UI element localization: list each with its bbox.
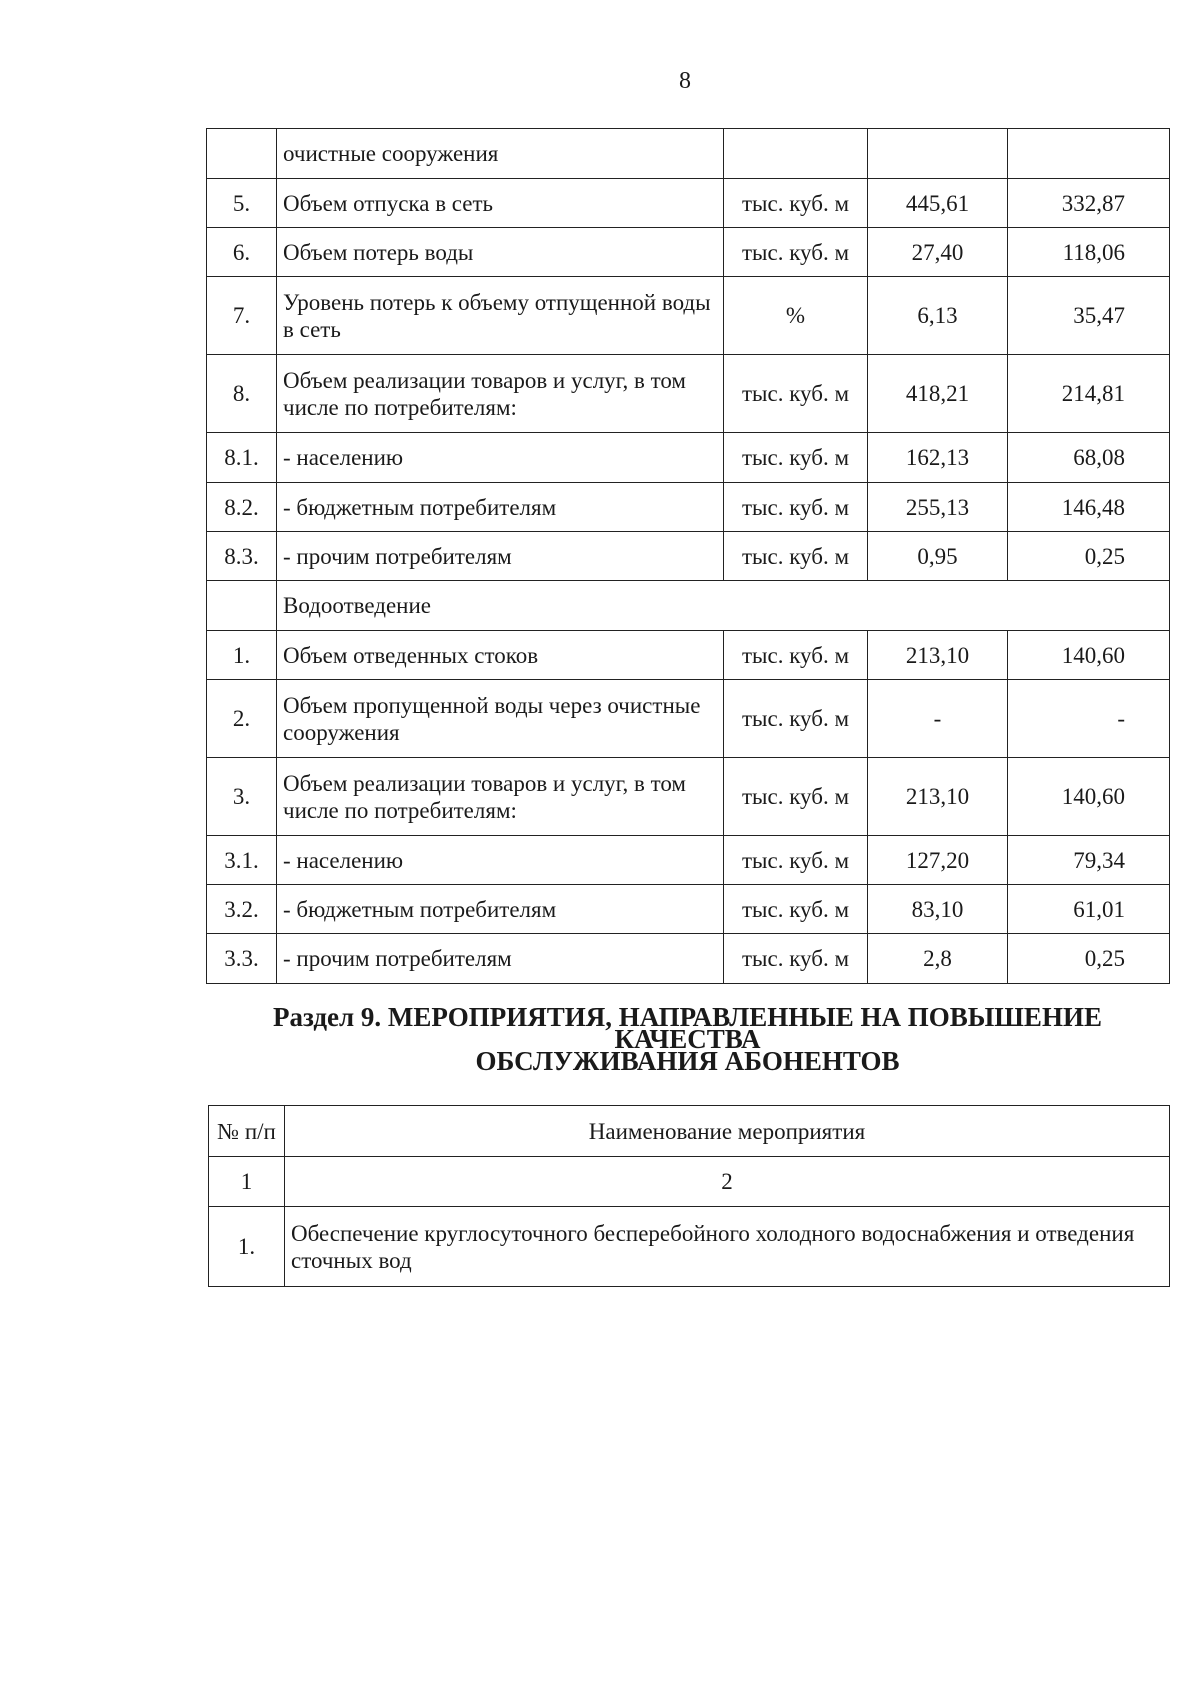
row-number: 1. <box>209 1207 285 1287</box>
row-value-1: 255,13 <box>868 483 1008 532</box>
row-value-1: 445,61 <box>868 179 1008 228</box>
row-name: Объем потерь воды <box>277 228 724 277</box>
row-value-1: 6,13 <box>868 277 1008 355</box>
row-name: Объем пропущенной воды через очистные сооружения <box>277 680 724 758</box>
row-unit: тыс. куб. м <box>724 532 868 581</box>
row-name: - прочим потребителям <box>277 934 724 984</box>
row-name: очистные сооружения <box>277 129 724 179</box>
row-value-2: 118,06 <box>1008 228 1170 277</box>
row-value-1: 27,40 <box>868 228 1008 277</box>
row-value-2: 146,48 <box>1008 483 1170 532</box>
row-unit: тыс. куб. м <box>724 355 868 433</box>
row-name: Уровень потерь к объему отпущенной воды в сеть <box>277 277 724 355</box>
section-row-number <box>207 581 277 631</box>
row-number: 6. <box>207 228 277 277</box>
table-row <box>207 758 1170 836</box>
section-9-title-line-3: ОБСЛУЖИВАНИЯ АБОНЕНТОВ <box>475 1046 900 1076</box>
row-unit: тыс. куб. м <box>724 179 868 228</box>
section-9-title <box>206 1002 1169 1076</box>
measures-table <box>208 1105 1170 1287</box>
row-name: - бюджетным потребителям <box>277 885 724 934</box>
row-name: - населению <box>277 836 724 885</box>
table-row <box>209 1207 1170 1287</box>
row-name: - бюджетным потребителям <box>277 483 724 532</box>
row-value-1: 0,95 <box>868 532 1008 581</box>
table-header-row <box>209 1106 1170 1157</box>
row-value-2: 68,08 <box>1008 433 1170 483</box>
table-row <box>207 885 1170 934</box>
row-number: 8.1. <box>207 433 277 483</box>
row-name: Объем отведенных стоков <box>277 631 724 680</box>
row-unit <box>724 129 868 179</box>
row-unit: тыс. куб. м <box>724 885 868 934</box>
column-number-row <box>209 1157 1170 1207</box>
table-row <box>207 355 1170 433</box>
row-value-2: 140,60 <box>1008 758 1170 836</box>
row-number: 1. <box>207 631 277 680</box>
row-value-1: 2,8 <box>868 934 1008 984</box>
row-value-1: 127,20 <box>868 836 1008 885</box>
row-value-1: 162,13 <box>868 433 1008 483</box>
row-value-2: 0,25 <box>1008 532 1170 581</box>
row-number: 8.3. <box>207 532 277 581</box>
row-number: 3.2. <box>207 885 277 934</box>
row-name: Обеспечение круглосуточного бесперебойного холодного водоснабжения и отведения сточных вод <box>285 1207 1170 1287</box>
row-value-2: 214,81 <box>1008 355 1170 433</box>
section-row <box>207 581 1170 631</box>
row-value-1: 213,10 <box>868 758 1008 836</box>
row-value-2: 0,25 <box>1008 934 1170 984</box>
table-row <box>207 433 1170 483</box>
row-name: - населению <box>277 433 724 483</box>
row-value-1 <box>868 129 1008 179</box>
row-value-1: - <box>868 680 1008 758</box>
row-unit: тыс. куб. м <box>724 836 868 885</box>
row-number: 8.2. <box>207 483 277 532</box>
row-number: 2. <box>207 680 277 758</box>
row-name: Объем реализации товаров и услуг, в том числе по потребителям: <box>277 355 724 433</box>
table-row <box>207 532 1170 581</box>
row-name: Объем отпуска в сеть <box>277 179 724 228</box>
row-number: 5. <box>207 179 277 228</box>
row-unit: тыс. куб. м <box>724 631 868 680</box>
column-number-2: 2 <box>285 1157 1170 1207</box>
section-9-title-line-1: Раздел 9. МЕРОПРИЯТИЯ, НАПРАВЛЕННЫЕ НА ПОВЫШЕНИЕ <box>273 1002 1102 1032</box>
row-number <box>207 129 277 179</box>
row-number: 3.1. <box>207 836 277 885</box>
row-unit: тыс. куб. м <box>724 680 868 758</box>
row-value-1: 83,10 <box>868 885 1008 934</box>
row-unit: тыс. куб. м <box>724 934 868 984</box>
row-value-2 <box>1008 129 1170 179</box>
row-unit: тыс. куб. м <box>724 483 868 532</box>
column-number-1: 1 <box>209 1157 285 1207</box>
row-number: 7. <box>207 277 277 355</box>
row-name: - прочим потребителям <box>277 532 724 581</box>
header-number: № п/п <box>209 1106 285 1157</box>
table-row <box>207 277 1170 355</box>
row-value-1: 418,21 <box>868 355 1008 433</box>
table-row <box>207 836 1170 885</box>
row-value-2: 140,60 <box>1008 631 1170 680</box>
row-unit: тыс. куб. м <box>724 758 868 836</box>
table-row <box>207 680 1170 758</box>
table-row <box>207 631 1170 680</box>
row-value-1: 213,10 <box>868 631 1008 680</box>
page-number: 8 <box>679 68 691 94</box>
row-unit: тыс. куб. м <box>724 228 868 277</box>
row-value-2: - <box>1008 680 1170 758</box>
table-row <box>207 934 1170 984</box>
table-row <box>207 129 1170 179</box>
table-row <box>207 228 1170 277</box>
row-value-2: 79,34 <box>1008 836 1170 885</box>
header-name: Наименование мероприятия <box>285 1106 1170 1157</box>
table-row <box>207 483 1170 532</box>
table-row <box>207 179 1170 228</box>
row-name: Объем реализации товаров и услуг, в том числе по потребителям: <box>277 758 724 836</box>
row-unit: тыс. куб. м <box>724 433 868 483</box>
indicators-table <box>206 128 1170 984</box>
row-unit: % <box>724 277 868 355</box>
row-value-2: 332,87 <box>1008 179 1170 228</box>
section-row-title: Водоотведение <box>277 581 1170 631</box>
row-value-2: 35,47 <box>1008 277 1170 355</box>
row-value-2: 61,01 <box>1008 885 1170 934</box>
section-9-title-line-2: КАЧЕСТВА <box>614 1024 761 1054</box>
row-number: 3.3. <box>207 934 277 984</box>
row-number: 3. <box>207 758 277 836</box>
row-number: 8. <box>207 355 277 433</box>
